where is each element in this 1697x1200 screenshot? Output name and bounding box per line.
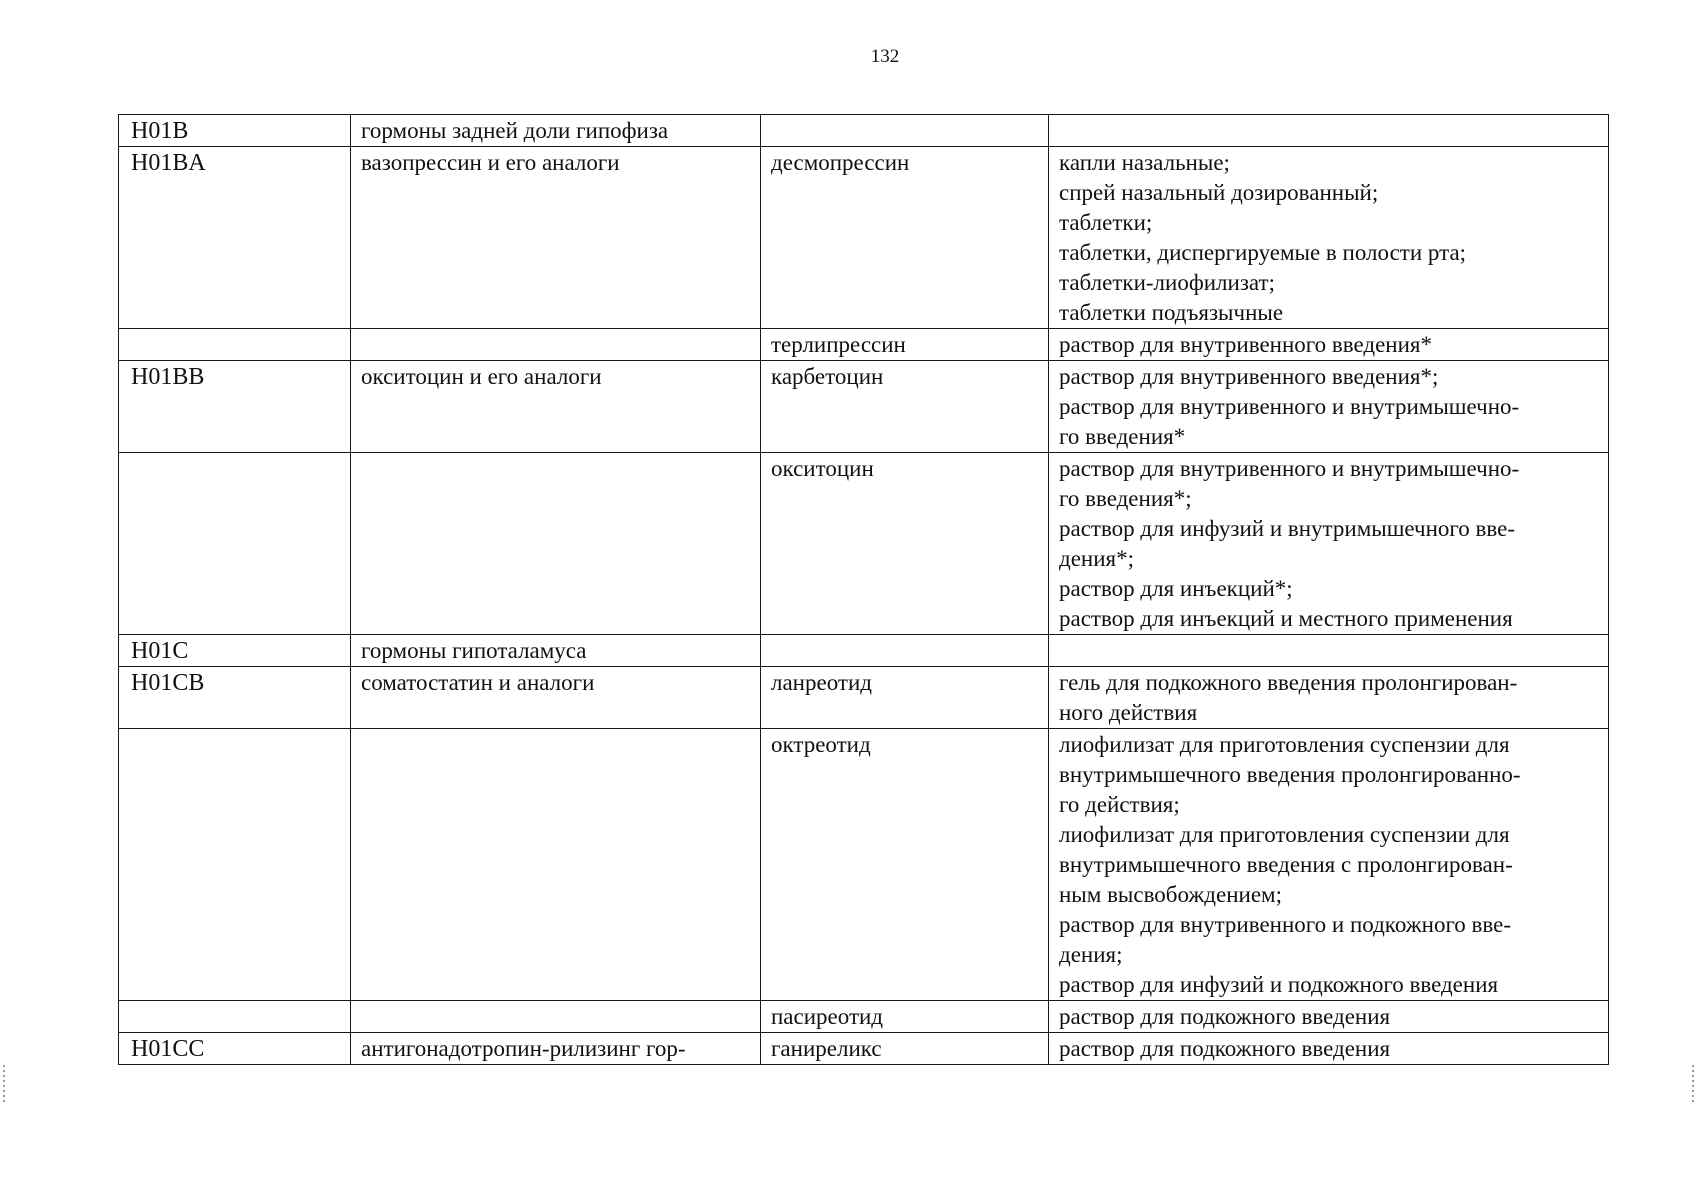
table-row: [119, 361, 1609, 453]
group-name-cell: [351, 1001, 761, 1033]
table-row: [119, 147, 1609, 329]
atc-code-cell: [119, 453, 351, 635]
drug-name-cell: ланреотид: [761, 667, 1049, 729]
table-row: [119, 729, 1609, 1001]
table-row: [119, 453, 1609, 635]
dosage-forms-cell: [1049, 115, 1609, 147]
dosage-form-line: раствор для инфузий и подкожного введения: [1059, 972, 1499, 997]
dosage-form-line: раствор для инфузий и внутримышечного вве-: [1059, 516, 1515, 541]
atc-code-cell: [119, 729, 351, 1001]
dosage-form-line: таблетки, диспергируемые в полости рта;: [1059, 240, 1467, 265]
dosage-forms-cell: [1049, 329, 1609, 361]
page-number: 132: [870, 46, 900, 67]
dosage-form-line: внутримышечного введения пролонгированно-: [1059, 762, 1521, 787]
dosage-form-line: таблетки;: [1059, 210, 1153, 235]
dosage-form-line: го введения*: [1059, 424, 1186, 449]
group-name-cell: окситоцин и его аналоги: [351, 361, 761, 453]
dosage-forms-cell: [1049, 667, 1609, 729]
atc-code-cell: H01CB: [119, 667, 351, 729]
group-name-cell: гормоны задней доли гипофиза: [351, 115, 761, 147]
dosage-forms-cell: [1049, 635, 1609, 667]
dosage-form-line: спрей назальный дозированный;: [1059, 180, 1379, 205]
dosage-form-line: раствор для внутривенного и внутримышечно-: [1059, 394, 1520, 419]
table-row: [119, 667, 1609, 729]
dosage-form-line: внутримышечного введения с пролонгирован-: [1059, 852, 1513, 877]
table-row: [119, 1001, 1609, 1033]
group-name-cell: антигонадотропин-рилизинг гор-: [351, 1033, 761, 1065]
dosage-form-line: раствор для внутривенного и подкожного вве-: [1059, 912, 1512, 937]
scan-edge-mark-left: [3, 1065, 5, 1105]
drug-name-cell: октреотид: [761, 729, 1049, 1001]
group-name-cell: [351, 453, 761, 635]
atc-code-cell: [119, 329, 351, 361]
table-row: [119, 635, 1609, 667]
dosage-form-line: раствор для внутривенного и внутримышечно-: [1059, 456, 1520, 481]
dosage-form-line: гель для подкожного введения пролонгирован-: [1059, 670, 1518, 695]
atc-code-cell: H01BB: [119, 361, 351, 453]
dosage-form-line: го действия;: [1059, 792, 1180, 817]
group-name-cell: гормоны гипоталамуса: [351, 635, 761, 667]
dosage-forms-cell: [1049, 361, 1609, 453]
scan-edge-mark-right: [1692, 1065, 1694, 1105]
drug-name-cell: [761, 115, 1049, 147]
dosage-form-line: го введения*;: [1059, 486, 1192, 511]
dosage-form-line: раствор для внутривенного введения*;: [1059, 364, 1439, 389]
drug-name-cell: окситоцин: [761, 453, 1049, 635]
dosage-forms-cell: [1049, 1033, 1609, 1065]
drug-table: [118, 114, 1609, 1065]
group-name-cell: соматостатин и аналоги: [351, 667, 761, 729]
atc-code-cell: H01CC: [119, 1033, 351, 1065]
dosage-form-line: таблетки подъязычные: [1059, 300, 1284, 325]
drug-name-cell: пасиреотид: [761, 1001, 1049, 1033]
dosage-forms-cell: [1049, 729, 1609, 1001]
drug-name-cell: десмопрессин: [761, 147, 1049, 329]
dosage-form-line: ным высвобождением;: [1059, 882, 1282, 907]
dosage-form-line: дения*;: [1059, 546, 1134, 571]
atc-code-cell: [119, 1001, 351, 1033]
group-name-cell: [351, 729, 761, 1001]
dosage-form-line: дения;: [1059, 942, 1123, 967]
atc-code-cell: H01BA: [119, 147, 351, 329]
dosage-form-line: лиофилизат для приготовления суспензии для: [1059, 822, 1510, 847]
dosage-form-line: лиофилизат для приготовления суспензии для: [1059, 732, 1510, 757]
dosage-form-line: таблетки-лиофилизат;: [1059, 270, 1275, 295]
dosage-forms-cell: [1049, 1001, 1609, 1033]
table-row: [119, 115, 1609, 147]
drug-name-cell: карбетоцин: [761, 361, 1049, 453]
dosage-forms-cell: [1049, 147, 1609, 329]
dosage-form-line: капли назальные;: [1059, 150, 1230, 175]
table-row: [119, 329, 1609, 361]
dosage-form-line: раствор для подкожного введения: [1059, 1036, 1391, 1061]
drug-name-cell: терлипрессин: [761, 329, 1049, 361]
atc-code-cell: H01C: [119, 635, 351, 667]
dosage-form-line: раствор для подкожного введения: [1059, 1004, 1391, 1029]
drug-name-cell: ганиреликс: [761, 1033, 1049, 1065]
group-name-cell: вазопрессин и его аналоги: [351, 147, 761, 329]
dosage-form-line: раствор для инъекций*;: [1059, 576, 1293, 601]
atc-code-cell: H01B: [119, 115, 351, 147]
group-name-cell: [351, 329, 761, 361]
dosage-form-line: ного действия: [1059, 700, 1198, 725]
table-body: [119, 115, 1609, 1065]
dosage-form-line: раствор для инъекций и местного применения: [1059, 606, 1513, 631]
drug-name-cell: [761, 635, 1049, 667]
table-row: [119, 1033, 1609, 1065]
dosage-form-line: раствор для внутривенного введения*: [1059, 332, 1432, 357]
dosage-forms-cell: [1049, 453, 1609, 635]
